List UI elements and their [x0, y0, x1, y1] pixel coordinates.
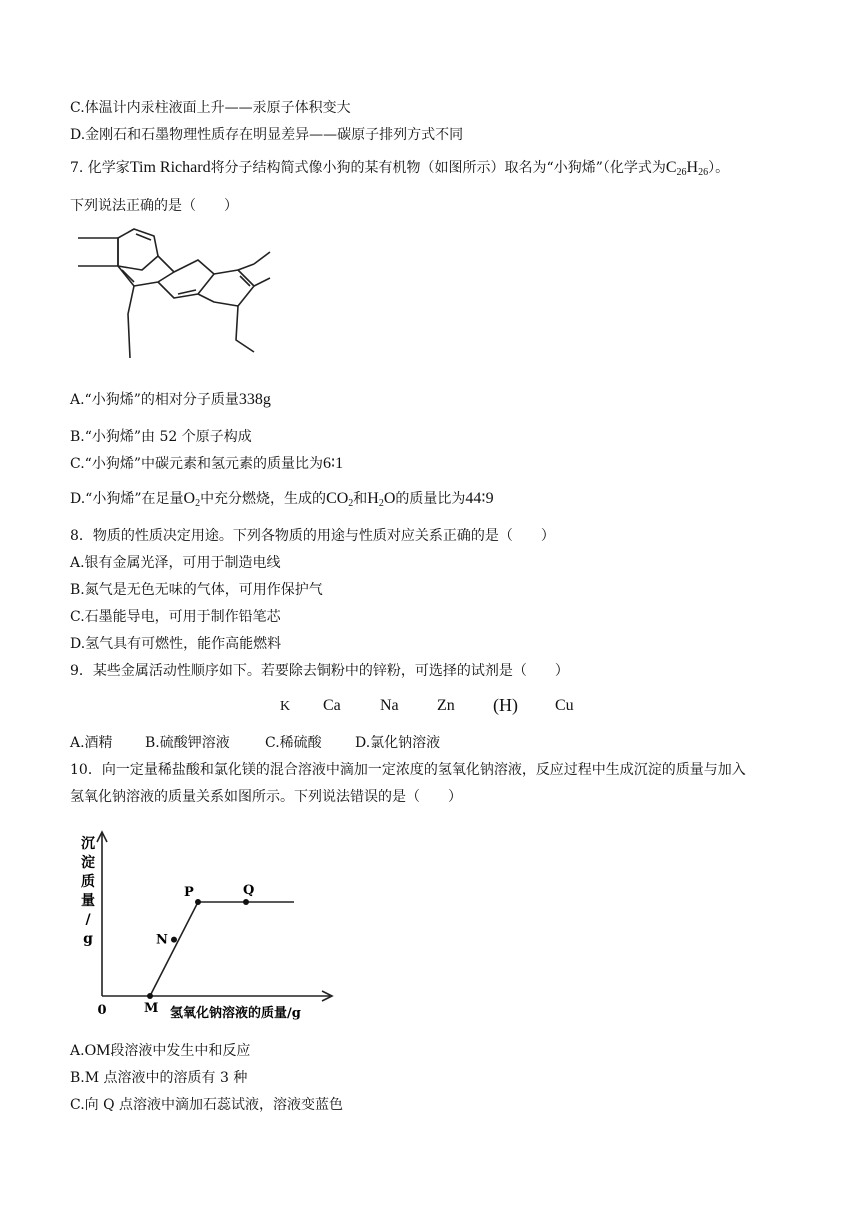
q10-stem-line2: 氢氧化钠溶液的质量关系如图所示。下列说法错误的是（ ） — [70, 789, 462, 805]
q7-option-b: B.“小狗烯”由 52 个原子构成 — [70, 429, 252, 445]
series-zn: Zn — [437, 697, 455, 714]
x-axis-label: 氢氧化钠溶液的质量/g — [170, 1006, 301, 1021]
q6-option-c: C.体温计内汞柱液面上升——汞原子体积变大 — [70, 100, 351, 116]
point-label-m: M — [144, 1001, 159, 1016]
series-na: Na — [380, 697, 399, 714]
q8-option-b: B.氮气是无色无味的气体，可用作保护气 — [70, 582, 323, 598]
series-cu: Cu — [555, 697, 574, 714]
series-h: (H) — [493, 695, 518, 715]
q7-stem-part2: 将分子结构简式像小狗的某有机物（如图所示）取名为“小狗烯”（化学式为 — [210, 160, 666, 176]
q7-stem-part3: ）。 — [708, 160, 730, 176]
point-label-q: Q — [243, 883, 255, 898]
point-n — [171, 937, 177, 943]
q7-formula: $C_{26}H_{26}$ — [665, 159, 709, 178]
origin-label: 0 — [97, 1003, 107, 1018]
q9-option-d: D.氯化钠溶液 — [355, 735, 441, 751]
q10-stem-line1: 10．向一定量稀盐酸和氯化镁的混合溶液中滴加一定浓度的氢氧化钠溶液，反应过程中生成沉淀的质量与加入 — [70, 762, 746, 778]
q10-chart — [74, 826, 364, 1026]
q9-option-b: B.硫酸钾溶液 — [145, 735, 230, 751]
q10-option-c: C.向 Q 点溶液中滴加石蕊试液，溶液变蓝色 — [70, 1097, 344, 1113]
q9-stem: 9．某些金属活动性顺序如下。若要除去铜粉中的锌粉，可选择的试剂是（ ） — [70, 663, 569, 679]
q9-options — [70, 733, 440, 753]
point-label-p: P — [184, 885, 194, 900]
q7-stem-part1: 7. 化学家 — [70, 160, 130, 176]
q7-stem-line2: 下列说法正确的是（ ） — [70, 198, 238, 214]
q7-option-a: A.“小狗烯”的相对分子质量338g — [70, 391, 271, 408]
chart-axes — [97, 832, 332, 1001]
point-q — [243, 899, 249, 905]
q9-option-a: A.酒精 — [70, 735, 113, 751]
point-label-n: N — [156, 932, 168, 948]
q9-activity-series — [0, 694, 860, 720]
q10-option-b: B.M 点溶液中的溶质有 3 种 — [70, 1070, 248, 1086]
series-ca: Ca — [323, 697, 341, 714]
q7-molecule-figure — [74, 228, 284, 363]
q7-option-d: D.“小狗烯”在足量$O_2$中充分燃烧，生成的$CO_2$和$H_2O$的质量比为44∶9 — [70, 490, 494, 509]
q8-option-c: C.石墨能导电，可用于制作铅笔芯 — [70, 609, 281, 625]
y-axis-label: 沉淀质量/ g — [81, 836, 95, 947]
q6-option-d: D.金刚石和石墨物理性质存在明显差异——碳原子排列方式不同 — [70, 127, 464, 143]
q10-option-a: A.OM段溶液中发生中和反应 — [70, 1042, 251, 1059]
q7-option-c: C.“小狗烯”中碳元素和氢元素的质量比为6∶1 — [70, 455, 344, 472]
point-p — [195, 899, 201, 905]
q7-stem-line1 — [70, 158, 729, 178]
q8-stem: 8．物质的性质决定用途。下列各物质的用途与性质对应关系正确的是（ ） — [70, 528, 555, 544]
q8-option-d: D.氢气具有可燃性，能作高能燃料 — [70, 636, 282, 652]
q7-stem-name: Tim Richard — [129, 159, 211, 176]
q9-option-c: C.稀硫酸 — [265, 735, 322, 751]
data-line — [150, 902, 294, 996]
q8-option-a: A.银有金属光泽，可用于制造电线 — [70, 555, 281, 571]
series-k: K — [280, 699, 291, 714]
point-m — [147, 993, 153, 999]
